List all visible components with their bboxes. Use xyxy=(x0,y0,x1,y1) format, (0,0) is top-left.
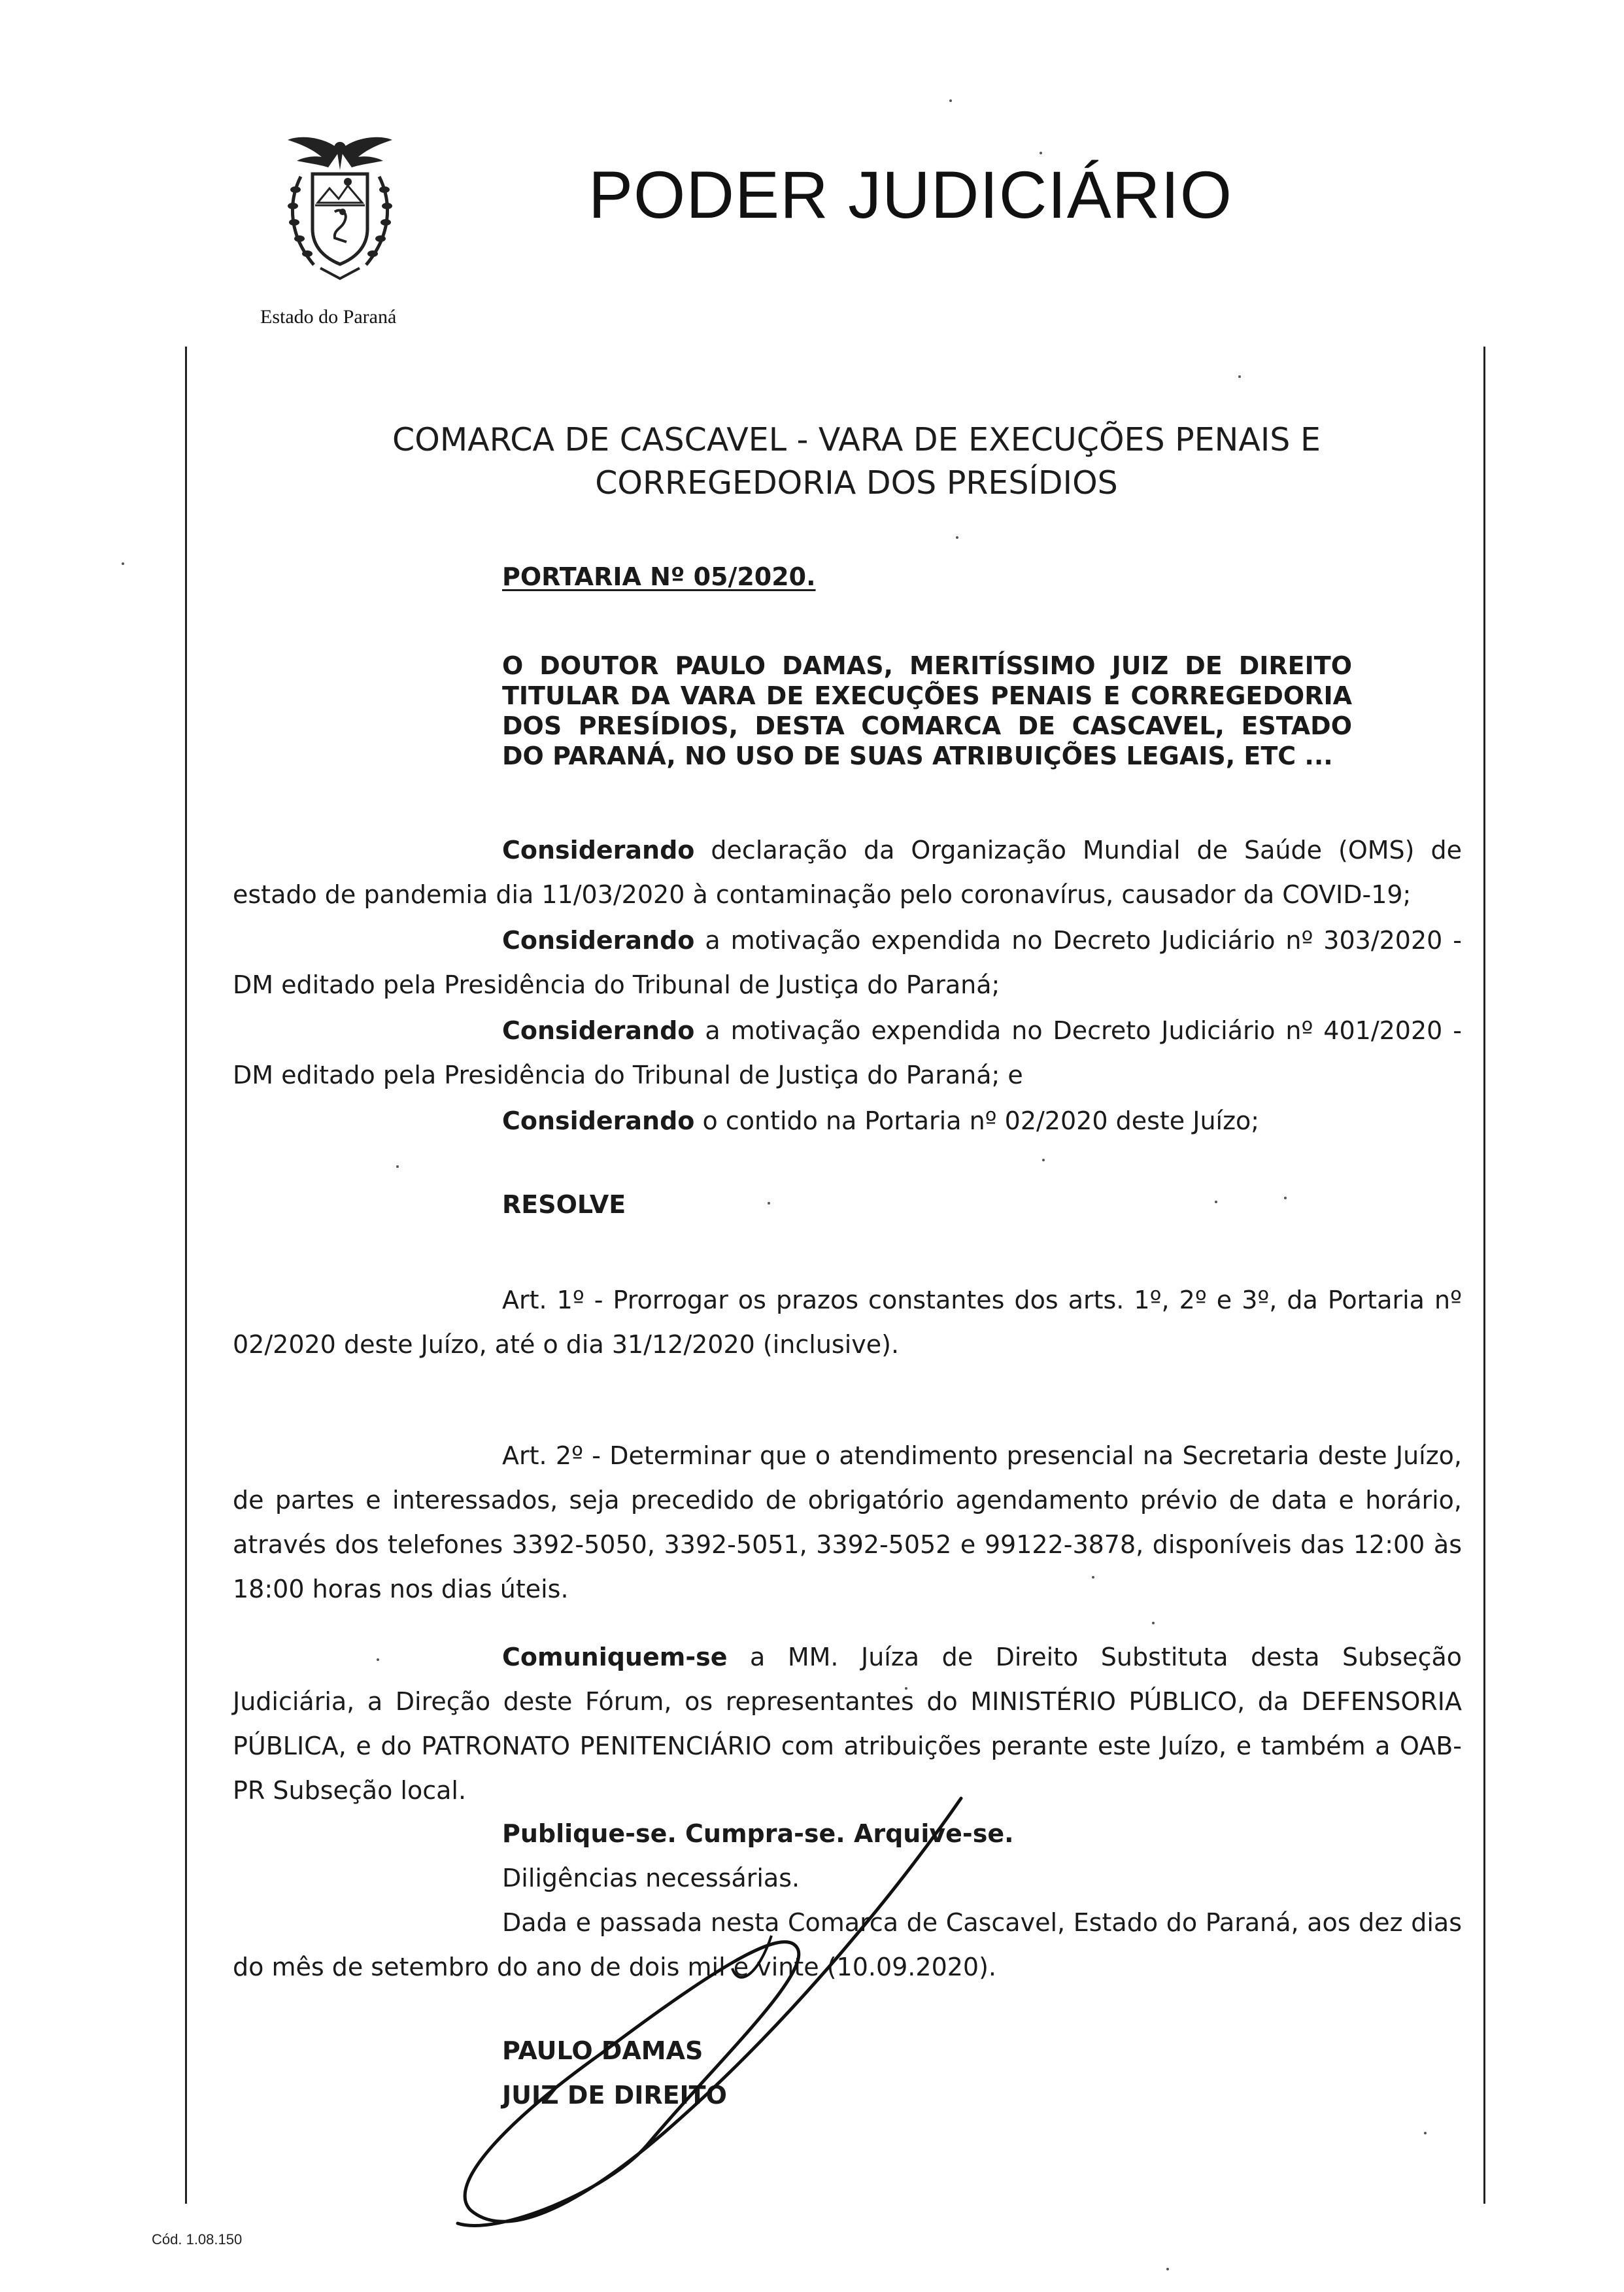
consideration-paragraph xyxy=(233,918,1462,1007)
consideration-text: o contido na Portaria nº 02/2020 deste Juízo; xyxy=(694,1106,1260,1135)
scan-speck xyxy=(1152,1622,1155,1624)
consideration-paragraph xyxy=(233,828,1462,917)
portaria-number: PORTARIA Nº 05/2020. xyxy=(502,562,816,591)
state-name: Estado do Paraná xyxy=(260,306,397,328)
scan-speck xyxy=(1238,375,1241,378)
right-margin-rule xyxy=(1483,347,1485,2204)
communication-lead: Comuniquem-se xyxy=(502,1643,728,1671)
page-title: PODER JUDICIÁRIO xyxy=(588,158,1233,232)
scan-speck xyxy=(1215,1201,1217,1203)
consideration-text: declaração da Organização Mundial de Saúde (OMS) de estado de pandemia dia 11/03/2020 à contaminação pelo coronavírus, causador da COVID-19; xyxy=(233,836,1462,909)
scan-speck xyxy=(949,99,952,102)
consideration-text: a motivação expendida no Decreto Judiciário nº 401/2020 - DM editado pela Presidência do Tribunal de Justiça do Paraná; e xyxy=(233,1016,1462,1089)
scan-speck xyxy=(1042,1159,1045,1161)
consideration-lead: Considerando xyxy=(502,1016,695,1045)
court-heading-line: CORREGEDORIA DOS PRESÍDIOS xyxy=(595,464,1118,502)
scan-speck xyxy=(768,1202,770,1205)
court-heading xyxy=(301,419,1412,505)
article-1: Art. 1º - Prorrogar os prazos constantes dos arts. 1º, 2º e 3º, da Portaria nº 02/2020 deste Juízo, até o dia 31/12/2020 (inclusive). xyxy=(233,1286,1462,1359)
scan-speck xyxy=(1040,152,1042,154)
given-statement: Dada e passada nesta Comarca de Cascavel, Estado do Paraná, aos dez dias do mês de setembro do ano de dois mil e vinte (10.09.2020). xyxy=(233,1908,1462,1981)
signer-name: PAULO DAMAS xyxy=(502,2036,703,2065)
scan-speck xyxy=(122,562,124,565)
diligences-note: Diligências necessárias. xyxy=(502,1864,800,1892)
scan-speck xyxy=(1424,2132,1427,2134)
scan-speck xyxy=(956,536,958,539)
scan-speck xyxy=(396,1165,399,1168)
consideration-text: a motivação expendida no Decreto Judiciário nº 303/2020 - DM editado pela Presidência do Tribunal de Justiça do Paraná; xyxy=(233,926,1462,999)
consideration-paragraph xyxy=(233,1099,1462,1143)
left-margin-rule xyxy=(185,347,187,2204)
consideration-lead: Considerando xyxy=(502,836,695,864)
communication-paragraph xyxy=(233,1635,1462,1813)
resolve-heading: RESOLVE xyxy=(502,1190,626,1219)
communication-text: a MM. Juíza de Direito Substituta desta Subseção Judiciária, a Direção deste Fórum, os representantes do MINISTÉRIO PÚBLICO, da DEFENSORIA PÚBLICA, e do PATRONATO PENITENCIÁRIO com atribuições perante este Juízo, e também a OAB-PR Subseção local. xyxy=(233,1643,1462,1805)
form-code: Cód. 1.08.150 xyxy=(152,2231,243,2248)
consideration-lead: Considerando xyxy=(502,1106,695,1135)
publish-order: Publique-se. Cumpra-se. Arquive-se. xyxy=(502,1819,1014,1848)
consideration-lead: Considerando xyxy=(502,926,695,955)
parana-coat-of-arms-icon xyxy=(275,131,405,288)
court-heading-line: COMARCA DE CASCAVEL - VARA DE EXECUÇÕES PENAIS E xyxy=(392,421,1321,458)
scan-speck xyxy=(1166,2268,1169,2270)
article-2: Art. 2º - Determinar que o atendimento presencial na Secretaria deste Juízo, de partes e interessados, seja precedido de obrigatório agendamento prévio de data e horário, através dos telefones 3392-5050, 3392-5051, 3392-5052 e 99122-3878, disponíveis das 12:00 às 18:00 horas nos dias úteis. xyxy=(233,1441,1462,1603)
preamble: O DOUTOR PAULO DAMAS, MERITÍSSIMO JUIZ DE DIREITO TITULAR DA VARA DE EXECUÇÕES PENAIS E CORREGEDORIA DOS PRESÍDIOS, DESTA COMARCA DE CASCAVEL, ESTADO DO PARANÁ, NO USO DE SUAS ATRIBUIÇÕES LEGAIS, ETC ... xyxy=(502,651,1352,770)
signer-title: JUIZ DE DIREITO xyxy=(502,2081,727,2110)
scan-speck xyxy=(1284,1197,1287,1199)
consideration-paragraph xyxy=(233,1008,1462,1097)
